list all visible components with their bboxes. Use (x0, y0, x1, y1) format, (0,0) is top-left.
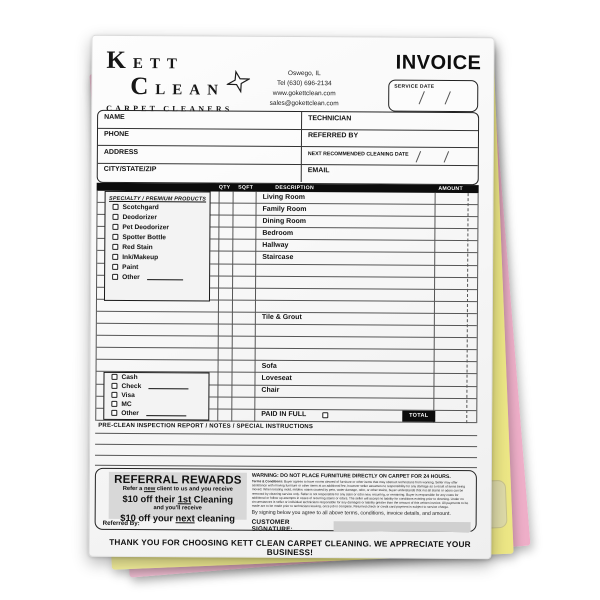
write-in-line (148, 388, 188, 389)
pet-deodorizer-checkbox (112, 224, 118, 230)
bedroom-row-label: Bedroom (262, 229, 294, 237)
date-slash-icon (444, 151, 450, 163)
scotchgard-option (106, 202, 210, 213)
paid-in-full-checkbox (322, 412, 328, 418)
date-slash-icon (416, 151, 422, 163)
terms-text (252, 480, 471, 510)
referred-by-label: Referred By: (102, 519, 140, 528)
signature-row (252, 518, 471, 533)
terms-body: Buyer agrees to have rooms cleared of furniture or other items that may obstruct technicians from working. Seller may offer assistance with moving furniture or other items at an additional fee, however seller assumes no responsibility for any damage as a result of items being moved. When treating mold, mildew, stains caused by pets, water damage, odor, or other stains, buyer understands that not all stains or odors can be removed by cleaning service only. Seller is not responsible for any stain or odor new, recurring, or remaining. Buyer is responsible for any costs for additional or follow up attempts in cases of recurring stains or odors. The seller will accept no liability for conditions existing prior to cleaning. Under no circumstances is seller or individual technicians responsible for any damages or liability greater than the amount of this written invoice. All payments to be made are to be made prior to technicians leaving, once job is complete. Returned check or credit card payment is subject to service charge. (251, 480, 469, 510)
mc-checkbox (111, 401, 117, 407)
agreement-line: By signing below you agree to all above terms, conditions, invoice details, and amount. (251, 509, 451, 518)
notes-title: PRE-CLEAN INSPECTION REPORT / NOTES / SPECIAL INSTRUCTIONS (98, 422, 314, 431)
paint-checkbox (112, 264, 118, 270)
column-divider (301, 112, 302, 129)
amount-column-header: AMOUNT (438, 186, 463, 193)
column-divider (301, 165, 302, 183)
dining-room-row-label: Dining Room (262, 217, 307, 225)
family-room-row-label: Family Room (262, 205, 307, 213)
contact-line: Oswego, IL (287, 69, 321, 78)
hallway-row-label: Hallway (262, 241, 289, 249)
logo-tagline: CARPET CLEANERS (106, 103, 233, 114)
description-column-header: DESCRIPTION (275, 185, 315, 192)
loveseat-row-label: Loveseat (261, 374, 292, 382)
column-divider (301, 147, 302, 164)
scotchgard-checkbox (113, 204, 119, 210)
payment-item-list (104, 373, 208, 418)
service-date-box (388, 80, 478, 113)
referral-line1-underlined: new (143, 486, 156, 493)
other-label: Other (122, 273, 140, 281)
write-in-line (147, 279, 183, 280)
cash-checkbox (111, 374, 117, 380)
paint-option (105, 262, 209, 273)
customer-signature-label: CUSTOMER SIGNATURE: (251, 518, 293, 533)
spotter-bottle-option (105, 232, 209, 243)
invoice-form-sheet (88, 35, 494, 559)
staircase-row-label: Staircase (262, 253, 294, 261)
referral-line4-underlined: next (175, 513, 195, 524)
referral-line2-underlined: 1st (177, 494, 192, 505)
customer-info-grid (97, 110, 479, 185)
referral-line4-post: cleaning (194, 513, 236, 524)
customer-row (98, 146, 478, 166)
referral-line2-pre: $10 off their (122, 493, 178, 505)
date-slash-icon (419, 91, 426, 104)
other-checkbox (112, 274, 118, 280)
ruled-line (95, 433, 477, 436)
sofa-row-label: Sofa (261, 362, 277, 370)
thank-you-line: THANK YOU FOR CHOOSING KETT CLEAN CARPET CLEANING. WE APPRECIATE YOUR BUSINESS! (109, 537, 471, 558)
referral-line1-post: client to us and you receive (155, 486, 233, 493)
terms-block (252, 480, 471, 510)
name-field-label: NAME (104, 113, 125, 121)
deodorizer-label: Deodorizer (122, 213, 157, 221)
phone-field-label: PHONE (103, 130, 129, 139)
customer-row (98, 128, 478, 148)
ink-makeup-label: Ink/Makeup (122, 253, 159, 261)
other-checkbox (111, 410, 117, 416)
ruled-line (95, 444, 477, 447)
specialty-item-list (105, 202, 209, 283)
contact-line: www.gokettclean.com (272, 90, 336, 98)
mc-label: MC (121, 400, 132, 408)
referral-line4-pre: $10 off your (120, 512, 176, 524)
technician-field-label: TECHNICIAN (308, 114, 352, 122)
pet-deodorizer-label: Pet Deodorizer (122, 223, 169, 231)
deodorizer-option (105, 212, 209, 223)
paint-label: Paint (122, 263, 139, 271)
city-state-zip-field-label: CITY/STATE/ZIP (103, 166, 157, 174)
spotter-bottle-checkbox (112, 234, 118, 240)
deodorizer-checkbox (112, 214, 118, 220)
red-stain-checkbox (112, 244, 118, 250)
date-slash-icon (445, 91, 452, 104)
ink-makeup-option (105, 252, 209, 263)
terms-label: Terms & Conditions: (251, 479, 284, 484)
email-field-label: EMAIL (307, 167, 330, 175)
logo-word-clean: CLEAN (130, 73, 226, 101)
ink-makeup-checkbox (112, 254, 118, 260)
service-date-label: SERVICE DATE (394, 83, 435, 90)
column-divider (301, 130, 302, 147)
paid-in-full-label: PAID IN FULL (261, 411, 307, 419)
next-recommended-cleaning-date-field-label: NEXT RECOMMENDED CLEANING DATE (307, 151, 409, 158)
check-label: Check (121, 382, 142, 390)
customer-row (98, 111, 478, 131)
check-checkbox (111, 383, 117, 389)
red-stain-label: Red Stain (122, 243, 153, 251)
payment-method-panel (103, 372, 209, 421)
referral-line1-pre: Refer a (122, 486, 145, 493)
other-option (104, 408, 208, 418)
bottom-section (95, 468, 477, 532)
specialty-panel-title: SPECIALTY / PREMIUM PRODUCTS (109, 195, 207, 203)
referral-title: REFERRAL REWARDS (114, 473, 242, 487)
address-field-label: ADDRESS (103, 148, 139, 156)
specialty-products-panel (104, 191, 211, 302)
qty-column-header: QTY (218, 184, 231, 191)
write-in-line (146, 415, 186, 416)
referred-by-field-label: REFERRED BY (307, 132, 359, 140)
contact-line: sales@gokettclean.com (269, 100, 339, 108)
other-label: Other (121, 409, 139, 417)
ruled-line (95, 455, 477, 458)
referral-rewards-box (109, 472, 247, 524)
warning-terms-block (252, 473, 471, 534)
scotchgard-label: Scotchgard (122, 203, 159, 211)
logo-line2 (130, 74, 232, 101)
invoice-title: INVOICE (395, 51, 482, 75)
sqft-column-header: SQFT (238, 184, 254, 191)
visa-checkbox (111, 392, 117, 398)
contact-line: Tel (630) 696-2134 (276, 79, 332, 88)
company-logo (106, 48, 233, 113)
referral-line3: and you'll receive (153, 505, 202, 512)
notes-section (95, 421, 477, 468)
red-stain-option (105, 242, 209, 253)
company-contact-block (234, 69, 374, 110)
referral-line2 (109, 494, 247, 506)
cash-label: Cash (121, 373, 138, 381)
customer-signature-field (334, 521, 471, 532)
line-item-table (95, 191, 478, 423)
referral-line2-post: Cleaning (191, 494, 234, 505)
tile-grout-row-label: Tile & Grout (261, 314, 302, 322)
customer-row (98, 164, 478, 184)
other-option (105, 272, 209, 283)
spotter-bottle-label: Spotter Bottle (122, 233, 166, 241)
pet-deodorizer-option (105, 222, 209, 233)
visa-label: Visa (121, 391, 135, 399)
total-box: TOTAL (402, 410, 435, 421)
chair-row-label: Chair (261, 386, 280, 394)
living-room-row-label: Living Room (262, 193, 306, 201)
warning-title: WARNING: DO NOT PLACE FURNITURE DIRECTLY ON CARPET FOR 24 HOURS. (251, 472, 451, 480)
logo-word-kett: KETT (106, 46, 184, 75)
